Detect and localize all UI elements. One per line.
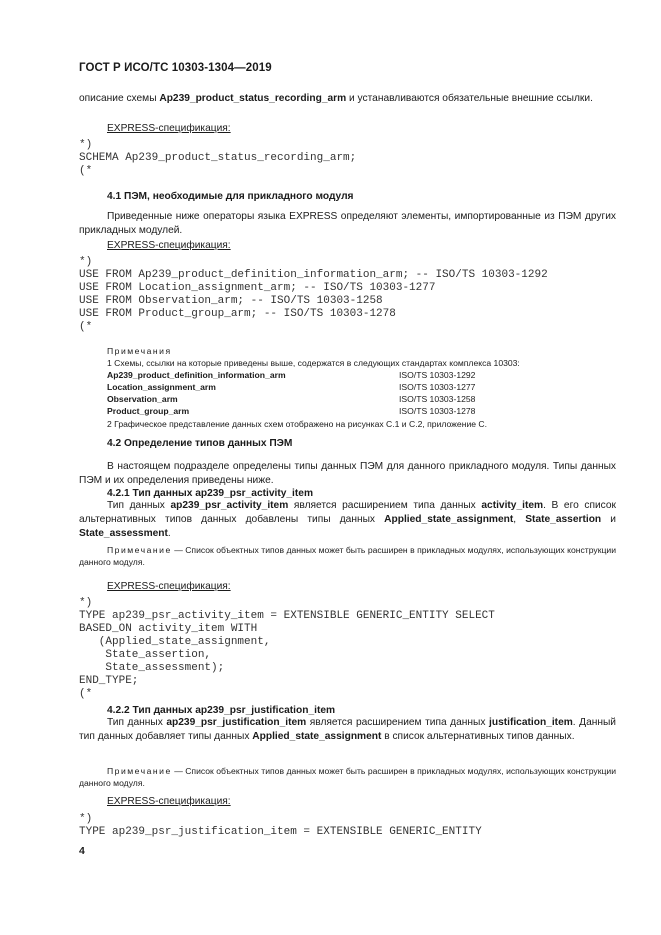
code-block-2: *) USE FROM Ap239_product_definition_information_arm; -- ISO/TS 10303-1292 USE FROM Location_assignment_arm; -- ISO/TS 10303-1277 USE FROM Observation_arm; -- ISO/TS 10303-1258 USE FROM Product_group_arm; -- ISO/TS 10303-1278 (*: [79, 256, 548, 333]
document-header: ГОСТ Р ИСО/ТС 10303-1304—2019: [79, 62, 272, 74]
express-label-3: EXPRESS-спецификация:: [107, 581, 231, 592]
section-4-2-paragraph: В настоящем подразделе определены типы данных ПЭМ для данного прикладного модуля. Типы данных ПЭМ и их определения приведены ниже.: [79, 461, 616, 486]
section-heading-4-2-1: 4.2.1 Тип данных ap239_psr_activity_item: [107, 488, 313, 499]
express-label-4: EXPRESS-спецификация:: [107, 796, 231, 807]
section-heading-4-1: 4.1 ПЭМ, необходимые для прикладного модуля: [107, 191, 354, 202]
code-block-1: *) SCHEMA Ap239_product_status_recording_arm; (*: [79, 139, 357, 177]
section-4-2-1-paragraph: Тип данных ap239_psr_activity_item является расширением типа данных activity_item. В его список альтернативных типов данных добавлены типы данных Applied_state_assignment, State_assertion и State_assessment.: [79, 500, 616, 539]
ref-row: Location_assignment_arm ISO/TS 10303-1277: [107, 382, 476, 392]
notes-title: Примечания: [107, 346, 172, 356]
note-1: 1 Схемы, ссылки на которые приведены выше, содержатся в следующих стандартах комплекса 10303:: [107, 358, 520, 368]
ref-row: Product_group_arm ISO/TS 10303-1278: [107, 406, 476, 416]
intro-paragraph: [79, 92, 616, 106]
code-block-4: *) TYPE ap239_psr_justification_item = EXTENSIBLE GENERIC_ENTITY: [79, 813, 482, 838]
section-heading-4-2: 4.2 Определение типов данных ПЭМ: [107, 438, 293, 449]
section-4-2-1-note: Примечание — Список объектных типов данных может быть расширен в прикладных модулях, использующих конструкции данного модуля.: [79, 545, 616, 567]
express-label-1: EXPRESS-спецификация:: [107, 123, 231, 134]
section-4-1-paragraph: Приведенные ниже операторы языка EXPRESS определяют элементы, импортированные из ПЭМ других прикладных модулей.: [79, 211, 616, 236]
section-heading-4-2-2: 4.2.2 Тип данных ap239_psr_justification_item: [107, 705, 336, 716]
ref-row: Ap239_product_definition_information_arm ISO/TS 10303-1292: [107, 370, 476, 380]
section-4-2-2-paragraph: Тип данных ap239_psr_justification_item является расширением типа данных justification_item. Данный тип данных добавляет типы данных Applied_state_assignment в список альтернативных типов данных.: [79, 717, 617, 742]
code-block-3: *) TYPE ap239_psr_activity_item = EXTENSIBLE GENERIC_ENTITY SELECT BASED_ON activity_item WITH (Applied_state_assignment, State_assertion, State_assessment); END_TYPE; (*: [79, 597, 495, 700]
section-4-2-2-note: Примечание — Список объектных типов данных может быть расширен в прикладных модулях, использующих конструкции данного модуля.: [79, 766, 616, 788]
schema-name: Ap239_product_status_recording_arm: [159, 93, 347, 104]
express-label-2: EXPRESS-спецификация:: [107, 240, 231, 251]
intro-text-end: и устанавливаются обязательные внешние ссылки.: [346, 93, 593, 104]
ref-row: Observation_arm ISO/TS 10303-1258: [107, 394, 476, 404]
page-number: 4: [79, 845, 85, 857]
note-2: 2 Графическое представление данных схем отображено на рисунках C.1 и C.2, приложение С.: [107, 419, 488, 429]
intro-text: описание схемы: [79, 93, 160, 104]
